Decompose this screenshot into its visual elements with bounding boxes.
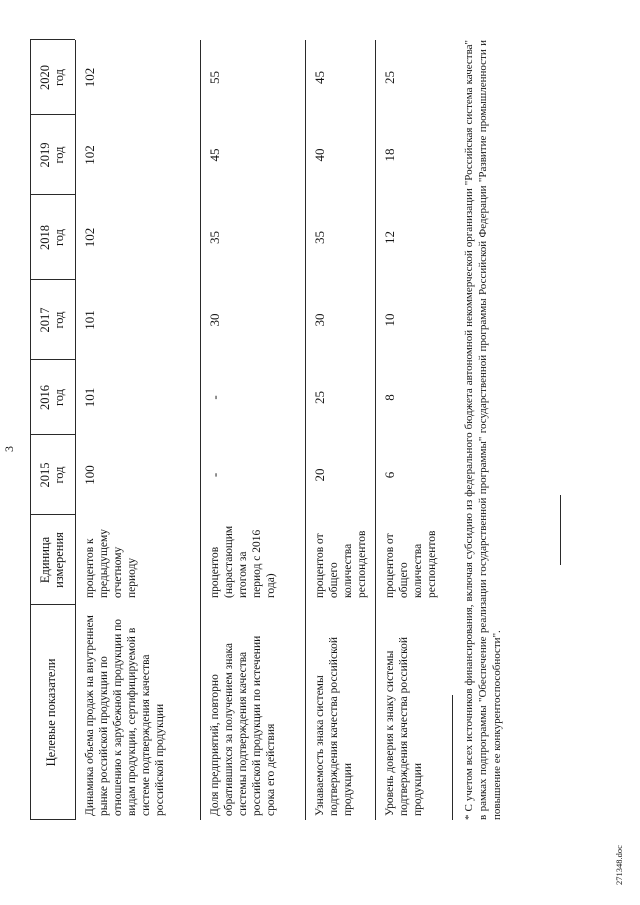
year-word: год [52, 311, 66, 329]
year-number: 2019 [38, 142, 52, 168]
footnote: * С учетом всех источников финансирования, включая субсидию из федерального бюджета автономной некоммерческой организации "Российская система качества" в рамках подпрограммы "Обеспечение реализации государственной программы" государственной программы Российской Федерации "Развитие промышленности и повышение ее конкурентоспособности". [463, 40, 503, 820]
row-value: 30 [207, 313, 222, 327]
row-value: 40 [312, 148, 327, 162]
row-indicator: Уровень доверия к знаку системы подтверждения качества российской продукции [384, 637, 424, 816]
header-year [38, 195, 66, 280]
row-value: 6 [382, 471, 397, 479]
row-value: 35 [312, 231, 327, 244]
table-row-rule [30, 40, 31, 820]
end-rule [560, 495, 561, 565]
row-value: 101 [82, 310, 97, 330]
header-unit: Единица измерения [38, 532, 66, 588]
indicators-table [30, 40, 440, 820]
row-indicator: Доля предприятий, повторно обратившихся за получением знака системы подтверждения качества российской продукции по истечении срока его действия [209, 635, 277, 816]
row-value: 10 [382, 313, 397, 327]
year-word: год [52, 146, 66, 164]
year-number: 2020 [38, 65, 52, 90]
header-year [38, 360, 66, 435]
header-year [38, 115, 66, 195]
year-word: год [52, 68, 66, 87]
row-value: 25 [312, 391, 327, 404]
header-year [38, 435, 66, 515]
row-value: 12 [382, 231, 397, 244]
row-value: 20 [312, 468, 327, 482]
row-value: 8 [382, 394, 397, 401]
row-indicator: Узнаваемость знака системы подтверждения качества российской продукции [314, 637, 354, 816]
year-word: год [52, 228, 66, 247]
row-value: 45 [312, 71, 327, 84]
table-row-rule [200, 40, 201, 820]
row-value: 102 [82, 67, 97, 88]
row-value: 55 [207, 71, 222, 84]
row-value: 18 [382, 148, 397, 162]
header-year [38, 280, 66, 360]
header-year [38, 40, 66, 115]
year-number: 2018 [38, 225, 52, 250]
year-word: год [52, 388, 66, 407]
row-value: 102 [82, 145, 97, 165]
row-unit: процентов от общего количества респондентов [314, 530, 368, 598]
table-row-rule [75, 40, 76, 820]
row-unit: процентов к предыдущему отчетному периоду [84, 528, 138, 598]
year-number: 2016 [38, 385, 52, 410]
row-value: - [207, 395, 222, 400]
row-value: 45 [207, 148, 222, 162]
footnote-separator [452, 695, 453, 820]
year-word: год [52, 466, 66, 484]
page-number: 3 [2, 446, 16, 452]
row-value: 25 [382, 71, 397, 84]
row-value: 35 [207, 231, 222, 244]
row-unit: процентов (нарастающим итогом за период с 2016 года) [209, 525, 277, 598]
row-indicator: Динамика объема продаж на внутреннем рынке российской продукции по отношению к зарубежной продукции по видам продукции, сертифицируемой в системе подтверждения качества российской продукции [84, 615, 166, 816]
row-value: - [207, 472, 222, 478]
year-number: 2017 [38, 307, 52, 333]
row-unit: процентов от общего количества респондентов [384, 530, 438, 598]
row-value: 100 [82, 465, 97, 485]
year-number: 2015 [38, 462, 52, 488]
file-name: 271348.doc [614, 845, 624, 885]
table-row-rule [305, 40, 306, 820]
row-value: 102 [82, 227, 97, 248]
row-value: 30 [312, 313, 327, 327]
row-value: 101 [82, 387, 97, 408]
header-indicator: Целевые показатели [44, 658, 58, 767]
table-row-rule [375, 40, 376, 820]
